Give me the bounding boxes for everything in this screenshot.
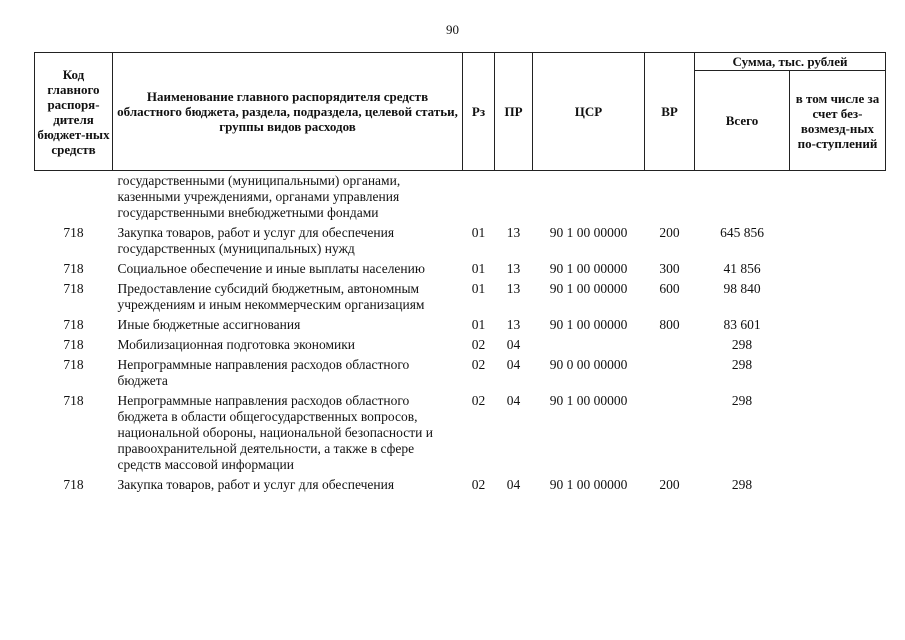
cell-code: 718: [63, 477, 84, 492]
cell-csr: [533, 335, 645, 355]
cell-total: [695, 171, 790, 224]
table-row: [35, 335, 886, 355]
cell-rz: 01: [471, 281, 486, 296]
cell-free: [790, 315, 886, 335]
cell-vr: 200: [659, 477, 680, 492]
cell-pr: 04: [506, 357, 521, 372]
cell-free: [790, 355, 886, 391]
cell-name: Иные бюджетные ассигнования: [117, 317, 301, 332]
cell-pr: 13: [506, 281, 521, 296]
cell-vr: 200: [659, 225, 680, 240]
cell-pr: 13: [506, 225, 521, 240]
header-code: Код главного распоря-дителя бюджет-ных средств: [35, 53, 113, 171]
header-sum-group: Сумма, тыс. рублей: [695, 53, 886, 71]
cell-pr: 04: [506, 337, 521, 352]
cell-rz: 01: [471, 261, 486, 276]
header-pr: ПР: [495, 53, 533, 171]
cell-vr: [645, 355, 695, 391]
cell-name: Предоставление субсидий бюджетным, автономным учреждениям и иным некоммерческим организациям: [117, 281, 425, 312]
table-row: [35, 355, 886, 391]
cell-rz: 01: [471, 225, 486, 240]
cell-csr: 90 1 00 00000: [549, 317, 628, 332]
cell-pr: 13: [506, 261, 521, 276]
cell-name: Закупка товаров, работ и услуг для обеспечения государственных (муниципальных) нужд: [117, 225, 395, 256]
cell-vr: [645, 335, 695, 355]
cell-vr: 300: [659, 261, 680, 276]
table-body: [35, 171, 886, 496]
cell-csr: 90 0 00 00000: [549, 357, 628, 372]
cell-rz: 02: [471, 393, 486, 408]
cell-free: [790, 171, 886, 224]
cell-vr: [645, 171, 695, 224]
cell-code: [35, 171, 113, 224]
header-including-free: в том числе за счет без-возмезд-ных по-ступлений: [790, 71, 886, 171]
cell-name: государственными (муниципальными) органами, казенными учреждениями, органами управления государственными внебюджетными фондами: [117, 173, 401, 220]
cell-pr: 04: [506, 477, 521, 492]
cell-csr: 90 1 00 00000: [549, 477, 628, 492]
cell-total: 41 856: [723, 261, 761, 276]
cell-total: 298: [731, 357, 753, 372]
table-row: [35, 259, 886, 279]
cell-code: 718: [63, 225, 84, 240]
header-name: Наименование главного распорядителя средств областного бюджета, раздела, подраздела, целевой статьи, группы видов расходов: [113, 53, 463, 171]
cell-total: 298: [731, 393, 753, 408]
budget-table: [34, 52, 886, 495]
header-csr: ЦСР: [533, 53, 645, 171]
table-row: [35, 475, 886, 495]
cell-total: 98 840: [723, 281, 761, 296]
cell-csr: 90 1 00 00000: [549, 281, 628, 296]
header-total: Всего: [695, 71, 790, 171]
cell-rz: 02: [471, 477, 486, 492]
cell-rz: 02: [471, 337, 486, 352]
cell-csr: 90 1 00 00000: [549, 393, 628, 408]
table-row: [35, 315, 886, 335]
cell-rz: 01: [471, 317, 486, 332]
cell-rz: [463, 171, 495, 224]
cell-free: [790, 279, 886, 315]
cell-pr: 04: [506, 393, 521, 408]
cell-code: 718: [63, 261, 84, 276]
page-number: 90: [446, 22, 459, 37]
table-row: [35, 391, 886, 475]
cell-name: Непрограммные направления расходов областного бюджета в области общегосударственных вопросов, национальной обороны, национальной безопасности и правоохранительной деятельности, а также в сфере средств массовой информации: [117, 393, 433, 472]
cell-total: 298: [731, 477, 753, 492]
cell-name: Мобилизационная подготовка экономики: [117, 337, 356, 352]
header-rz: Рз: [463, 53, 495, 171]
cell-code: 718: [63, 393, 84, 408]
cell-vr: 800: [659, 317, 680, 332]
table-row: [35, 279, 886, 315]
cell-code: 718: [63, 357, 84, 372]
cell-vr: 600: [659, 281, 680, 296]
table-header: [35, 53, 886, 171]
cell-code: 718: [63, 281, 84, 296]
cell-name: Социальное обеспечение и иные выплаты населению: [117, 261, 425, 276]
cell-name: Непрограммные направления расходов областного бюджета: [117, 357, 410, 388]
cell-free: [790, 475, 886, 495]
cell-pr: [495, 171, 533, 224]
cell-name: Закупка товаров, работ и услуг для обеспечения: [117, 477, 395, 492]
cell-code: 718: [63, 337, 84, 352]
cell-total: 83 601: [723, 317, 761, 332]
cell-pr: 13: [506, 317, 521, 332]
cell-free: [790, 259, 886, 279]
table-row: [35, 171, 886, 224]
cell-csr: [533, 171, 645, 224]
cell-total: 645 856: [720, 225, 764, 240]
cell-vr: [645, 391, 695, 475]
cell-code: 718: [63, 317, 84, 332]
cell-total: 298: [731, 337, 753, 352]
cell-free: [790, 391, 886, 475]
cell-csr: 90 1 00 00000: [549, 261, 628, 276]
cell-free: [790, 335, 886, 355]
table-row: [35, 223, 886, 259]
cell-rz: 02: [471, 357, 486, 372]
header-vr: ВР: [645, 53, 695, 171]
cell-free: [790, 223, 886, 259]
cell-csr: 90 1 00 00000: [549, 225, 628, 240]
